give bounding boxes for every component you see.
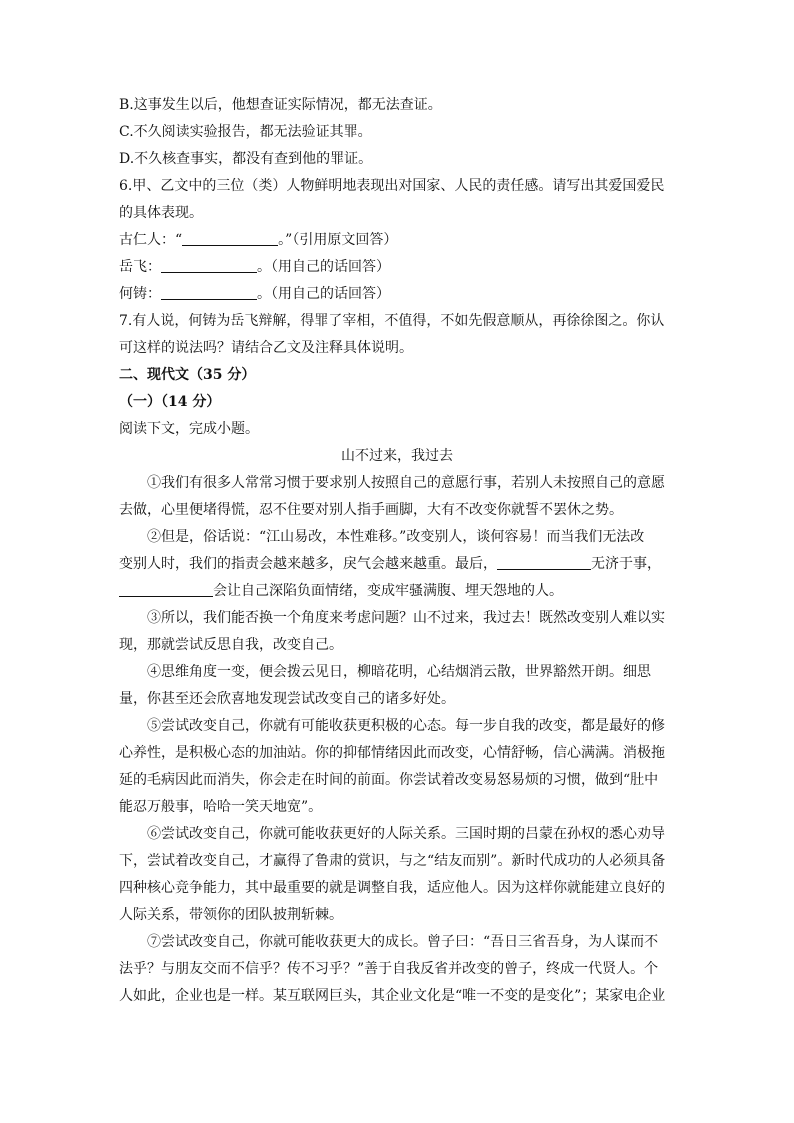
hezhu-suffix: 。（用自己的话回答）: [257, 286, 390, 302]
paragraph-5-line-2: 心养性，是积极心态的加油站。你的抑郁情绪因此而改变，心情舒畅，信心满满。消极拖: [119, 745, 665, 761]
sub-section-heading: （一）（14 分）: [119, 394, 221, 410]
option-c: C.不久阅读实验报告，都无法验证其罪。: [119, 124, 372, 140]
paragraph-1-line-2: 去做，心里便堵得慌，忍不住要对别人指手画脚，大有不改变你就誓不罢休之势。: [119, 502, 623, 518]
paragraph-4-line-1: ④思维角度一变，便会拨云见日，柳暗花明，心结烟消云散，世界豁然开朗。细思: [147, 664, 651, 680]
hezhu-prefix: 何铸：: [119, 286, 161, 302]
answer-line-hezhu: [119, 281, 675, 308]
paragraph-2-line-2-tail: 无济于事，: [591, 556, 661, 572]
paragraph-2-line-1: ②但是，俗话说：“江山易改，本性难移。”改变别人，谈何容易！而当我们无法改: [147, 529, 645, 545]
paragraph-5-line-3: 延的毛病因此而消失，你会走在时间的前面。你尝试着改变易怒易烦的习惯，做到“肚中: [119, 772, 659, 788]
answer-blank-paragraph-2-a[interactable]: [497, 553, 591, 570]
paragraph-6-line-1: ⑥尝试改变自己，你就可能收获更好的人际关系。三国时期的吕蒙在孙权的悉心劝导: [147, 826, 665, 842]
paragraph-6-line-2: 下，尝试着改变自己，才赢得了鲁肃的赏识，与之“结友而别”。新时代成功的人必须具备: [119, 853, 666, 869]
document-page: [119, 92, 675, 1010]
yuefei-suffix: 。（用自己的话回答）: [257, 259, 390, 275]
paragraph-2-line-3: [119, 578, 675, 605]
reading-instruction: 阅读下文，完成小题。: [119, 421, 259, 437]
question-6-line-2: 的具体表现。: [119, 205, 203, 221]
paragraph-7-line-2: 法乎？与朋友交而不信乎？传不习乎？”善于自我反省并改变的曾子，终成一代贤人。个: [119, 961, 659, 977]
question-7-line-2: 可这样的说法吗？请结合乙文及注释具体说明。: [119, 340, 413, 356]
answer-line-yuefei: [119, 254, 675, 281]
paragraph-3-line-1: ③所以，我们能否换一个角度来考虑问题？山不过来，我过去！既然改变别人难以实: [147, 610, 665, 626]
answer-line-guren: [119, 227, 675, 254]
paragraph-6-line-4: 人际关系，带领你的团队披荆斩棘。: [119, 907, 343, 923]
answer-blank-yuefei[interactable]: [161, 256, 257, 273]
answer-blank-guren[interactable]: [182, 229, 278, 246]
option-b: B.这事发生以后，他想查证实际情况，都无法查证。: [119, 97, 442, 113]
paragraph-2-line-3-text: 会让自己深陷负面情绪，变成牢骚满腹、埋天怨地的人。: [213, 583, 563, 599]
paragraph-3-line-2: 现，那就尝试反思自我，改变自己。: [119, 637, 343, 653]
paragraph-2-line-2: [119, 551, 675, 578]
paragraph-5-line-1: ⑤尝试改变自己，你就有可能收获更积极的心态。每一步自我的改变，都是最好的修: [147, 718, 665, 734]
paragraph-7-line-3: 人如此，企业也是一样。某互联网巨头，其企业文化是“唯一不变的是变化”；某家电企业: [119, 988, 666, 1004]
answer-blank-hezhu[interactable]: [161, 283, 257, 300]
option-d: D.不久核查事实，都没有查到他的罪证。: [119, 151, 373, 167]
answer-blank-paragraph-2-b[interactable]: [119, 580, 213, 597]
guren-suffix: 。”（引用原文回答）: [278, 232, 398, 248]
guren-prefix: 古仁人：“: [119, 232, 183, 248]
yuefei-prefix: 岳飞：: [119, 259, 161, 275]
question-7-line-1: 7.有人说，何铸为岳飞辩解，得罪了宰相，不值得，不如先假意顺从，再徐徐图之。你认: [119, 313, 665, 329]
paragraph-1-line-1: ①我们有很多人常常习惯于要求别人按照自己的意愿行事，若别人未按照自己的意愿: [147, 475, 665, 491]
article-title: 山不过来，我过去: [341, 448, 453, 464]
paragraph-6-line-3: 四种核心竞争能力，其中最重要的就是调整自我，适应他人。因为这样你就能建立良好的: [119, 880, 665, 896]
paragraph-4-line-2: 量，你甚至还会欣喜地发现尝试改变自己的诸多好处。: [119, 691, 455, 707]
paragraph-7-line-1: ⑦尝试改变自己，你就可能收获更大的成长。曾子曰：“吾日三省吾身，为人谋而不: [147, 934, 659, 950]
paragraph-2-line-2-text: 变别人时，我们的指责会越来越多，戾气会越来越重。最后，: [119, 556, 497, 572]
section-heading: 二、现代文（35 分）: [119, 367, 256, 383]
question-6-line-1: 6.甲、乙文中的三位（类）人物鲜明地表现出对国家、人民的责任感。请写出其爱国爱民: [119, 178, 665, 194]
paragraph-5-line-4: 能忍万般事，哈哈一笑天地宽”。: [119, 799, 323, 815]
